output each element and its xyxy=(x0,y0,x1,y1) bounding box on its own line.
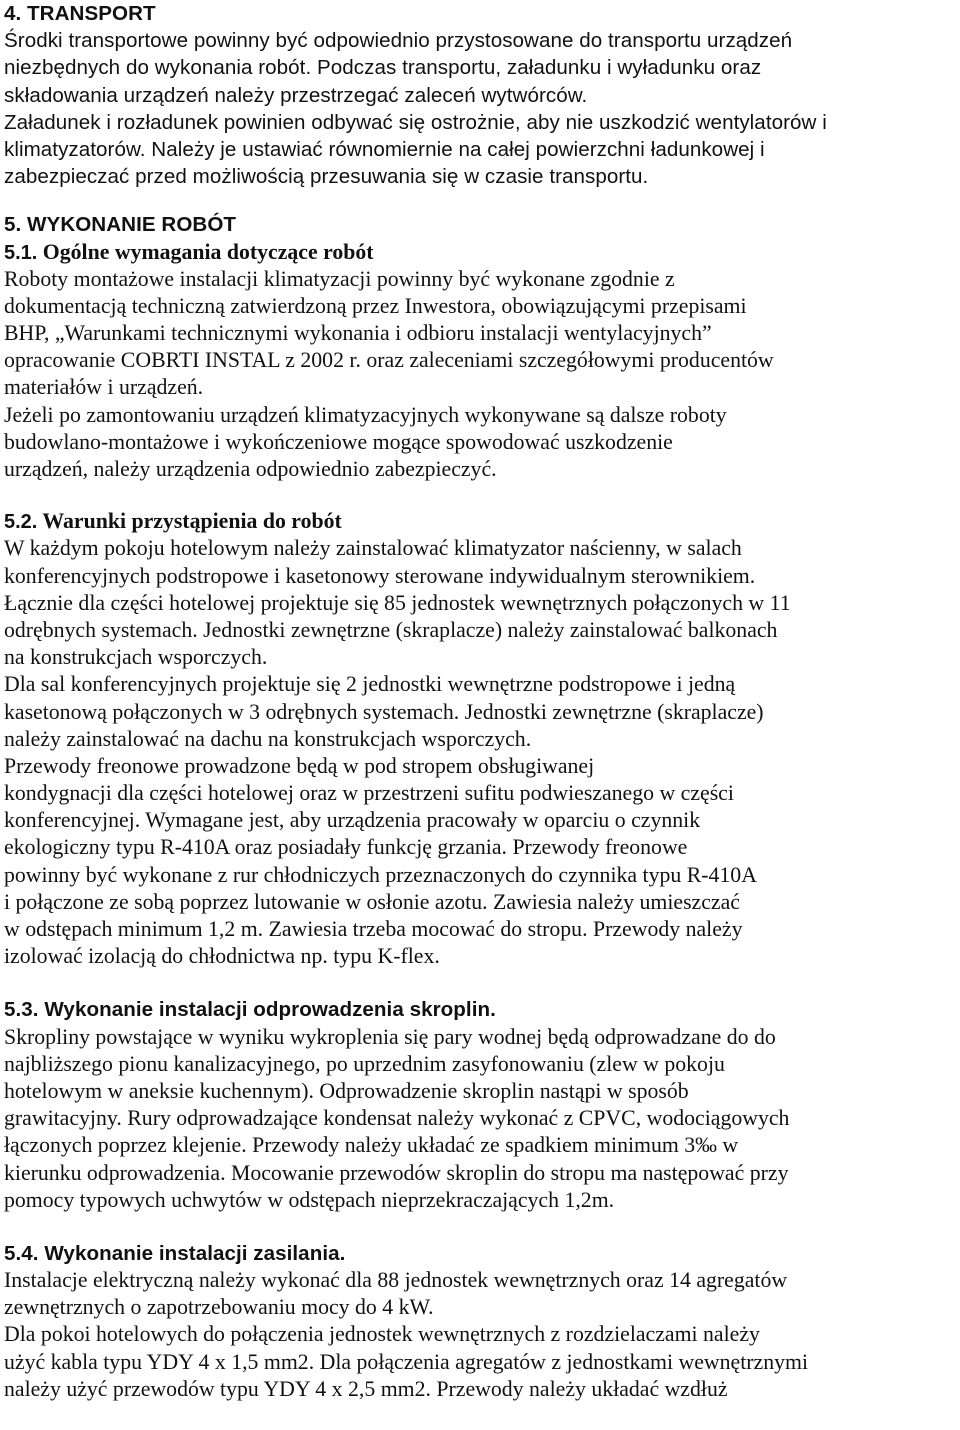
section-5-2-body xyxy=(4,535,956,970)
paragraph-line: zewnętrznych o zapotrzebowaniu mocy do 4 kW. xyxy=(4,1295,434,1320)
paragraph-line: pomocy typowych uchwytów w odstępach nieprzekraczających 1,2m. xyxy=(4,1187,615,1212)
paragraph-line: na konstrukcjach wsporczych. xyxy=(4,645,268,670)
paragraph-line: materiałów i urządzeń. xyxy=(4,375,204,400)
paragraph-line: ekologiczny typu R-410A oraz posiadały funkcję grzania. Przewody freonowe xyxy=(4,835,688,860)
paragraph-line: budowlano-montażowe i wykończeniowe mogące spowodować uszkodzenie xyxy=(4,429,673,454)
paragraph-line: urządzeń, należy urządzenia odpowiednio zabezpieczyć. xyxy=(4,457,497,481)
paragraph-line: opracowanie COBRTI INSTAL z 2002 r. oraz zaleceniami szczegółowymi producentów xyxy=(4,348,774,373)
paragraph-line: w odstępach minimum 1,2 m. Zawiesia trzeba mocować do stropu. Przewody należy xyxy=(4,917,743,941)
paragraph-line: należy użyć przewodów typu YDY 4 x 2,5 mm2. Przewody należy układać wzdłuż xyxy=(4,1376,728,1401)
paragraph-line: Instalacje elektryczną należy wykonać dla 88 jednostek wewnętrznych oraz 14 agregatów xyxy=(4,1268,788,1293)
section-5-2-number: 5.2. xyxy=(4,511,38,534)
section-5-2-heading xyxy=(4,508,956,535)
paragraph-line: kasetonową połączonych w 3 odrębnych systemach. Jednostki zewnętrzne (skraplacze) xyxy=(4,699,764,724)
section-5-4-heading: 5.4. Wykonanie instalacji zasilania. xyxy=(4,1241,346,1265)
section-5-1-body xyxy=(4,266,956,484)
paragraph-line: konferencyjnej. Wymagane jest, aby urządzenia pracowały w oparciu o czynnik xyxy=(4,808,701,833)
paragraph-line: i połączone ze sobą poprzez lutowanie w osłonie azotu. Zawiesia należy umieszczać xyxy=(4,889,740,914)
paragraph-line: Jeżeli po zamontowaniu urządzeń klimatyzacyjnych wykonywane są dalsze roboty xyxy=(4,402,727,427)
paragraph-line: Skropliny powstające w wyniku wykroplenia się pary wodnej będą odprowadzane do do xyxy=(4,1024,776,1049)
spacer xyxy=(4,1214,956,1240)
paragraph-line: niezbędnych do wykonania robót. Podczas transportu, załadunku i wyładunku oraz xyxy=(4,56,762,80)
paragraph-line: Łącznie dla części hotelowej projektuje się 85 jednostek wewnętrznych połączonych w 11 xyxy=(4,590,791,615)
paragraph-line: Dla pokoi hotelowych do połączenia jednostek wewnętrznych z rozdzielaczami należy xyxy=(4,1322,760,1347)
paragraph-line: Roboty montażowe instalacji klimatyzacji powinny być wykonane zgodnie z xyxy=(4,266,675,291)
section-5-4-body xyxy=(4,1267,956,1403)
paragraph-line: najbliższego pionu kanalizacyjnego, po uprzednim zasyfonowaniu (zlew w pokoju xyxy=(4,1051,725,1076)
paragraph-line: powinny być wykonane z rur chłodniczych przeznaczonych do czynnika typu R-410A xyxy=(4,862,757,887)
paragraph-line: dokumentacją techniczną zatwierdzoną przez Inwestora, obowiązującymi przepisami xyxy=(4,293,747,318)
paragraph-line: zabezpieczać przed możliwością przesuwania się w czasie transportu. xyxy=(4,165,649,189)
paragraph-line: odrębnych systemach. Jednostki zewnętrzne (skraplacze) należy zainstalować balkonach xyxy=(4,617,778,642)
paragraph-line: Przewody freonowe prowadzone będą w pod stropem obsługiwanej xyxy=(4,753,595,778)
paragraph-line: klimatyzatorów. Należy je ustawiać równomiernie na całej powierzchni ładunkowej i xyxy=(4,137,765,161)
section-5-1-heading xyxy=(4,239,956,266)
paragraph-line: Środki transportowe powinny być odpowiednio przystosowane do transportu urządzeń xyxy=(4,29,793,53)
section-5-1-number: 5.1. xyxy=(4,241,38,264)
paragraph-line: hotelowym w aneksie kuchennym). Odprowadzenie skroplin nastąpi w sposób xyxy=(4,1078,689,1103)
paragraph-line: konferencyjnych podstropowe i kasetonowy sterowane indywidualnym sterownikiem. xyxy=(4,563,756,588)
paragraph-line: kondygnacji dla części hotelowej oraz w przestrzeni sufitu podwieszanego w części xyxy=(4,781,734,806)
paragraph-line: należy zainstalować na dachu na konstrukcjach wsporczych. xyxy=(4,726,532,751)
section-5-3-body xyxy=(4,1024,956,1214)
paragraph-line: grawitacyjny. Rury odprowadzające kondensat należy wykonać z CPVC, wodociągowych xyxy=(4,1106,790,1131)
paragraph-line: izolować izolacją do chłodnictwa np. typu K-flex. xyxy=(4,944,440,969)
paragraph-line: składowania urządzeń należy przestrzegać zaleceń wytwórców. xyxy=(4,83,588,107)
paragraph-line: W każdym pokoju hotelowym należy zainstalować klimatyzator naścienny, w salach xyxy=(4,536,742,561)
paragraph-line: kierunku odprowadzenia. Mocowanie przewodów skroplin do stropu ma następować przy xyxy=(4,1160,789,1185)
paragraph-line: Dla sal konferencyjnych projektuje się 2 jednostki wewnętrzne podstropowe i jedną xyxy=(4,672,736,697)
paragraph-line: łączonych poprzez klejenie. Przewody należy układać ze spadkiem minimum 3‰ w xyxy=(4,1133,739,1158)
spacer xyxy=(4,483,956,508)
section-5-3-heading: 5.3. Wykonanie instalacji odprowadzenia skroplin. xyxy=(4,998,496,1022)
paragraph-line: BHP, „Warunkami technicznymi wykonania i odbioru instalacji wentylacyjnych” xyxy=(4,321,712,346)
section-5-heading: 5. WYKONANIE ROBÓT xyxy=(4,213,237,237)
spacer xyxy=(4,190,956,211)
paragraph-line: użyć kabla typu YDY 4 x 1,5 mm2. Dla połączenia agregatów z jednostkami wewnętrznymi xyxy=(4,1349,809,1374)
spacer xyxy=(4,970,956,996)
section-4-body xyxy=(4,27,956,190)
section-5-2-title: Warunki przystąpienia do robót xyxy=(37,509,342,534)
section-5-1-title: Ogólne wymagania dotyczące robót xyxy=(37,239,374,264)
section-4-heading: 4. TRANSPORT xyxy=(4,2,156,25)
paragraph-line: Załadunek i rozładunek powinien odbywać się ostrożnie, aby nie uszkodzić wentylatorów i xyxy=(4,110,827,134)
